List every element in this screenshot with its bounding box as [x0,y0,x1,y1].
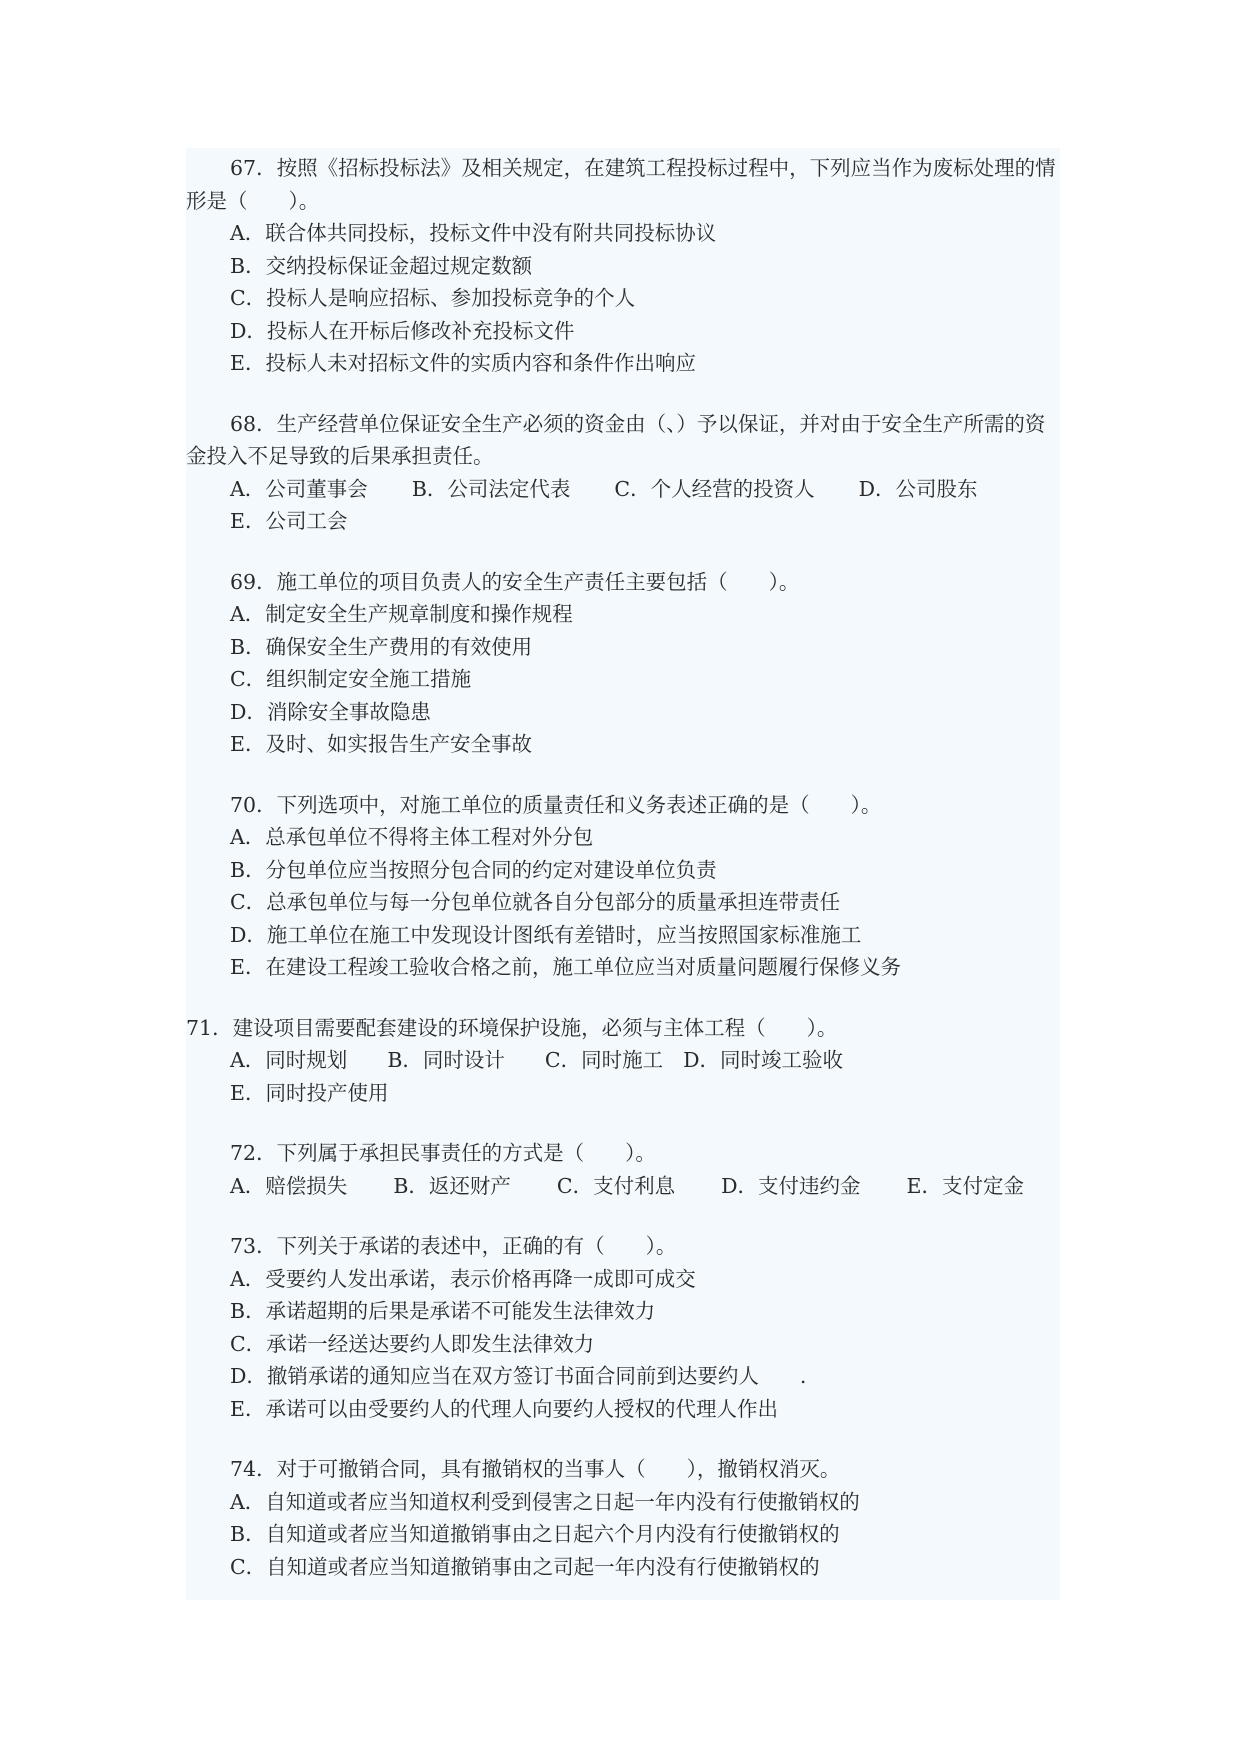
option-a: A．联合体共同投标，投标文件中没有附共同投标协议 [230,221,717,245]
option-a: A．制定安全生产规章制度和操作规程 [230,602,573,626]
question-69 [186,566,1060,761]
option-e: E．同时投产使用 [230,1080,389,1105]
option-d: D．投标人在开标后修改补充投标文件 [230,318,575,343]
option-c: C．自知道或者应当知道撤销事由之司起一年内没有行使撤销权的 [230,1554,820,1579]
option-a: A．受要约人发出承诺，表示价格再降一成即可成交 [230,1266,696,1291]
question-70 [186,789,1060,984]
question-stem: 67．按照《招标投标法》及相关规定，在建筑工程投标过程中，下列应当作为废标处理的情形是（ ）。 [186,156,1056,213]
question-71 [186,1012,1060,1110]
option-b: B．分包单位应当按照分包合同的约定对建设单位负责 [230,857,717,882]
option-b: B．同时设计 [387,1048,505,1072]
question-stem: 73．下列关于承诺的表述中，正确的有（ ）。 [230,1234,677,1258]
option-a: A．同时规划 [230,1048,348,1072]
options-row [186,1170,1060,1203]
option-c: C．个人经营的投资人 [614,476,815,501]
question-67 [186,152,1060,380]
option-e: E．承诺可以由受要约人的代理人向要约人授权的代理人作出 [230,1396,778,1421]
option-a: A．赔偿损失 [230,1173,348,1198]
option-a: A．自知道或者应当知道权利受到侵害之日起一年内没有行使撤销权的 [230,1489,860,1514]
option-c: C．承诺一经送达要约人即发生法律效力 [230,1331,595,1356]
option-d: D．同时竣工验收 [683,1048,844,1072]
question-stem: 69．施工单位的项目负责人的安全生产责任主要包括（ ）。 [230,569,800,594]
options-row [186,1044,1060,1077]
option-d: D．撤销承诺的通知应当在双方签订书面合同前到达要约人 . [230,1364,807,1388]
option-e: E．投标人未对招标文件的实质内容和条件作出响应 [230,351,696,375]
question-74 [186,1453,1060,1583]
question-stem: 70．下列选项中，对施工单位的质量责任和义务表述正确的是（ ）。 [230,792,882,817]
options-row [186,473,1060,506]
question-72 [186,1137,1060,1202]
option-a: A．公司董事会 [230,476,368,501]
question-stem: 72．下列属于承担民事责任的方式是（ ）。 [230,1141,656,1165]
option-b: B．自知道或者应当知道撤销事由之日起六个月内没有行使撤销权的 [230,1522,840,1546]
option-e: E．及时、如实报告生产安全事故 [230,732,532,756]
option-c: C．同时施工 [544,1048,664,1072]
option-b: B．返还财产 [393,1173,511,1198]
option-b: B．公司法定代表 [411,476,571,501]
option-b: B．交纳投标保证金超过规定数额 [230,253,533,278]
option-e: E．公司工会 [230,509,348,533]
question-68 [186,408,1060,538]
option-e: E．在建设工程竣工验收合格之前，施工单位应当对质量问题履行保修义务 [230,955,901,979]
document-body [186,152,1060,1611]
option-c: C．支付利息 [556,1173,676,1198]
option-a: A．总承包单位不得将主体工程对外分包 [230,825,594,849]
option-b: B．确保安全生产费用的有效使用 [230,634,533,659]
option-e: E．支付定金 [906,1173,1024,1198]
question-stem: 68．生产经营单位保证安全生产必须的资金由（、）予以保证，并对由于安全生产所需的资金投入不足导致的后果承担责任。 [186,411,1046,468]
option-d: D．支付违约金 [721,1173,861,1198]
option-c: C．总承包单位与每一分包单位就各自分包部分的质量承担连带责任 [230,890,841,914]
option-c: C．投标人是响应招标、参加投标竞争的个人 [230,286,636,310]
question-stem: 74．对于可撤销合同，具有撤销权的当事人（ ），撤销权消灭。 [230,1457,841,1481]
option-c: C．组织制定安全施工措施 [230,667,472,691]
question-73 [186,1230,1060,1425]
option-b: B．承诺超期的后果是承诺不可能发生法律效力 [230,1299,656,1323]
question-stem: 71．建设项目需要配套建设的环境保护设施，必须与主体工程（ ）。 [186,1015,838,1040]
option-d: D．施工单位在施工中发现设计图纸有差错时，应当按照国家标准施工 [230,922,862,947]
option-d: D．公司股东 [858,476,978,501]
option-d: D．消除安全事故隐患 [230,699,431,724]
